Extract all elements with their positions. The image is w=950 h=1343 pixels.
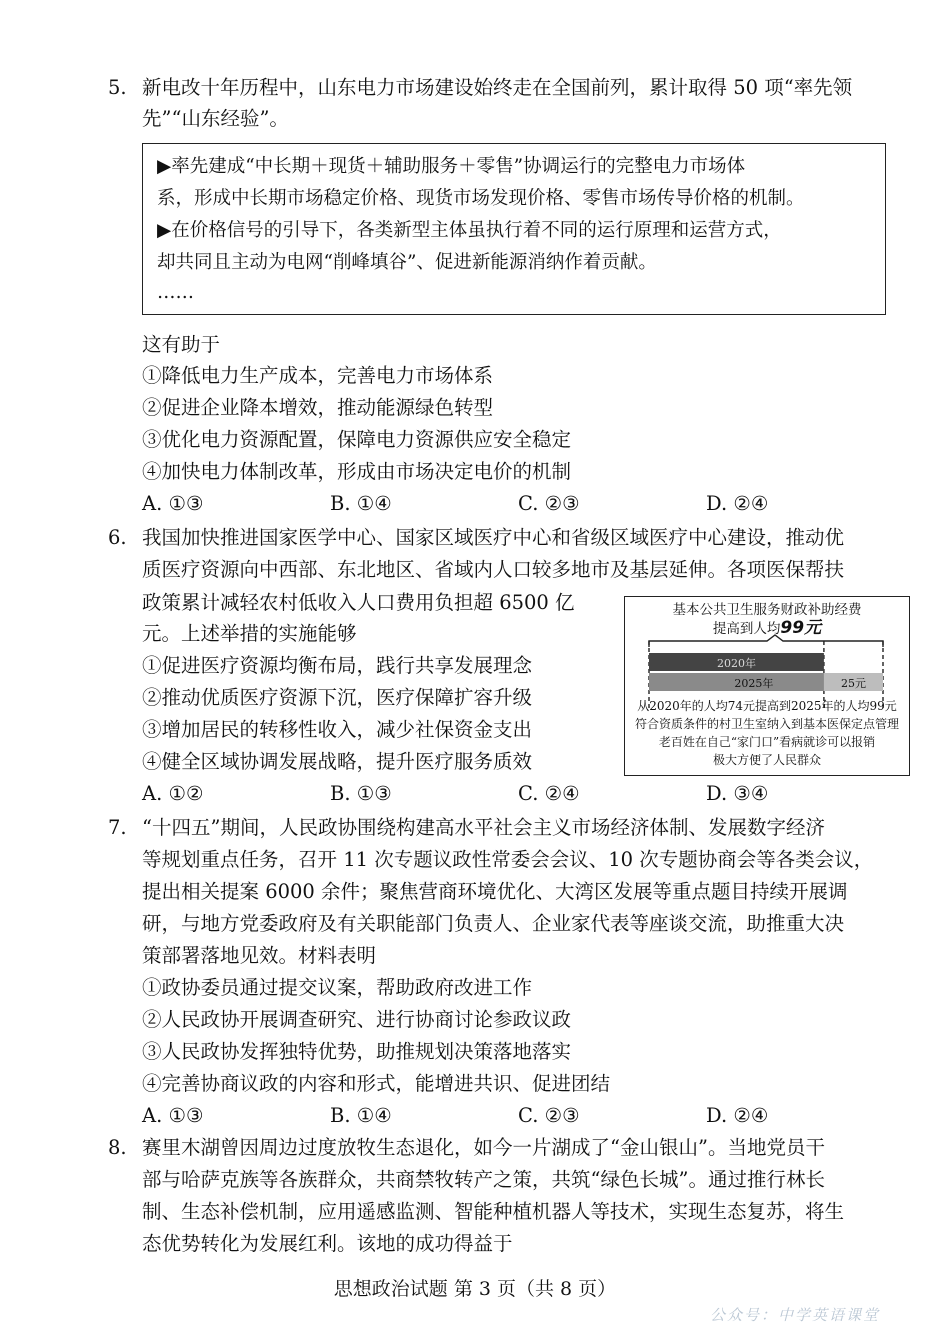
question-8-stem-line-2: 部与哈萨克族等各族群众，共商禁牧转产之策，共筑“绿色长城”。通过推行林长 [142,1168,825,1191]
question-6-item-1: ①促进医疗资源均衡布局，践行共享发展理念 [142,654,533,677]
material-line-3: ▶在价格信号的引导下，各类新型主体虽执行着不同的运行原理和运营方式， [157,220,782,241]
question-7-option-a: A. ①③ [142,1104,204,1127]
page-footer: 思想政治试题 第 3 页（共 8 页） [333,1278,617,1300]
chart-title-value: 99元 [780,618,822,638]
question-6-option-a: A. ①② [142,782,204,805]
question-7-stem-line-5: 策部署落地见效。材料表明 [142,944,377,967]
watermark: 公众号：中学英语课堂 [710,1306,881,1324]
question-6-option-b: B. ①③ [330,782,392,805]
question-7-number: 7. [108,816,127,839]
question-5-item-3: ③优化电力资源配置，保障电力资源供应安全稳定 [142,428,572,451]
chart-title-line-1: 基本公共卫生服务财政补助经费 [672,602,862,618]
question-6-number: 6. [108,526,127,549]
question-8-stem-line-3: 制、生态补偿机制，应用遥感监测、智能种植机器人等技术，实现生态复苏，将生 [142,1200,845,1223]
material-line-5: …… [157,282,194,303]
question-5-item-1: ①降低电力生产成本，完善电力市场体系 [142,364,494,387]
material-line-4: 却共同且主动为电网“削峰填谷”、促进新能源消纳作着贡献。 [157,252,657,273]
question-6-item-3: ③增加居民的转移性收入，减少社保资金支出 [142,718,533,741]
question-5-item-2: ②促进企业降本增效，推动能源绿色转型 [142,396,494,419]
chart-title-prefix: 提高到人均 [712,621,781,637]
question-5-item-4: ④加快电力体制改革，形成由市场决定电价的机制 [142,460,572,483]
question-7-item-4: ④完善协商议政的内容和形式，能增进共识、促进团结 [142,1072,611,1095]
bar-2025-label: 2025年 [734,677,774,690]
question-6-item-2: ②推动优质医疗资源下沉，医疗保障扩容升级 [142,686,533,709]
chart-caption-4: 极大方便了人民群众 [712,753,821,767]
question-7-stem-line-1: “十四五”期间，人民政协围绕构建高水平社会主义市场经济体制、发展数字经济 [142,816,825,839]
question-7-option-b: B. ①④ [330,1104,392,1127]
question-7-item-1: ①政协委员通过提交议案，帮助政府改进工作 [142,976,533,999]
chart-caption-1: 从2020年的人均74元提高到2025年的人均99元 [637,699,897,713]
question-5-option-b: B. ①④ [330,492,392,515]
question-6-stem-line-2: 质医疗资源向中西部、东北地区、省域内人口较多地市及基层延伸。各项医保帮扶 [142,558,845,581]
question-5-number: 5. [108,76,127,99]
question-6-stem-line-3: 政策累计减轻农村低收入人口费用负担超 6500 亿 [142,591,575,614]
subsidy-chart [624,596,910,776]
question-8-number: 8. [108,1136,127,1159]
question-8-stem-line-4: 态优势转化为发展红利。该地的成功得益于 [142,1232,513,1255]
bar-2020-label: 2020年 [717,657,756,670]
question-6-stem-line-1: 我国加快推进国家医学中心、国家区域医疗中心和省级区域医疗中心建设，推动优 [142,526,845,549]
question-7-stem-line-3: 提出相关提案 6000 余件；聚焦营商环境优化、大湾区发展等重点题目持续开展调 [142,880,848,903]
question-7-item-3: ③人民政协发挥独特优势，助推规划决策落地落实 [142,1040,572,1063]
chart-caption-2: 符合资质条件的村卫生室纳入到基本医保定点管理 [634,717,899,731]
question-7-stem-line-2: 等规划重点任务，召开 11 次专题议政性常委会会议、10 次专题协商会等各类会议， [142,848,874,871]
question-5-material-box [142,143,886,315]
chart-bracket [649,635,883,647]
question-7-option-d: D. ②④ [706,1104,769,1127]
question-5-stem-line-2: 先”“山东经验”。 [142,107,289,130]
question-5-stem-line-1: 新电改十年历程中，山东电力市场建设始终走在全国前列，累计取得 50 项“率先领 [142,76,853,99]
question-7-option-c: C. ②③ [518,1104,580,1127]
question-5-option-c: C. ②③ [518,492,580,515]
chart-caption-3: 老百姓在自己“家门口”看病就诊可以报销 [658,735,876,749]
question-5-lead: 这有助于 [142,333,221,356]
question-5-option-d: D. ②④ [706,492,769,515]
material-line-2: 系，形成中长期市场稳定价格、现货市场发现价格、零售市场传导价格的机制。 [157,188,805,209]
question-6-stem-line-4: 元。上述举措的实施能够 [142,622,357,645]
question-6-option-c: C. ②④ [518,782,580,805]
question-5-option-a: A. ①③ [142,492,204,515]
material-line-1: ▶率先建成“中长期＋现货＋辅助服务＋零售”协调运行的完整电力市场体 [157,156,746,177]
question-7-stem-line-4: 研，与地方党委政府及有关职能部门负责人、企业家代表等座谈交流，助推重大决 [142,912,845,935]
question-6-option-d: D. ③④ [706,782,769,805]
bar-difference-label: 25元 [841,677,866,690]
question-7-item-2: ②人民政协开展调查研究、进行协商讨论参政议政 [142,1008,572,1031]
question-6-item-4: ④健全区域协调发展战略，提升医疗服务质效 [142,750,533,773]
question-8-stem-line-1: 赛里木湖曾因周边过度放牧生态退化，如今一片湖成了“金山银山”。当地党员干 [142,1136,825,1159]
